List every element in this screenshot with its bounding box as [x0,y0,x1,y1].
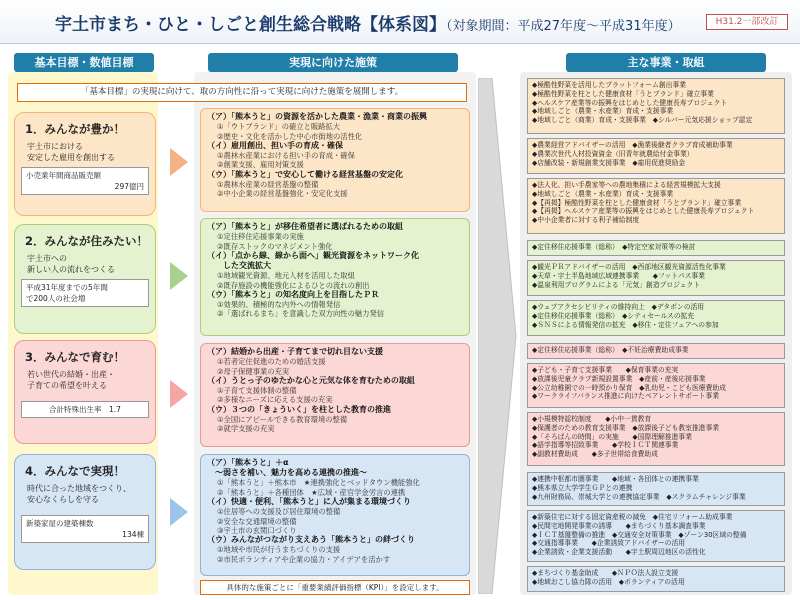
project-box-11 [527,510,785,562]
policy-item: ②創業支援、雇用対策支援 [217,160,304,170]
project-box-7 [527,343,785,359]
policy-item: ②母子保健事業の充実 [217,366,290,376]
large-arrow-right-icon [478,78,518,594]
policy-item: ②歴史・文化を活かした中心市街地の活性化 [217,131,363,141]
project-item: ◆定住移住応援事業（総称） ◆シティセールスの拡充 [532,311,695,320]
project-item: ◆交通指導事業 ◆企業誘致アドバイザーの活用 [532,539,686,548]
policy-item: ①子育て支援体制の整備 [217,386,297,395]
policy-heading: （ウ）みんながつながり支えあう「熊本うと」の絆づくり [207,535,415,545]
goal-description: 安心なくらしを守る [27,495,99,504]
project-item: ◆放課後児童クラブ新規設置事業 ◆産前・産後応援事業 [532,374,706,383]
project-item: ◆農業経営アドバイザーの活用 ◆漁業後継者クラブ育成補助事業 [532,141,733,149]
project-item: ◆ＩＣＴ基盤整備の推進 ◆交通安全対策事業 ◆ゾーン30区域の整備 [532,530,747,539]
policy-heading: （イ）「点から線、線から面へ」観光資源をネットワーク化 [207,250,419,260]
project-box-1 [527,78,785,134]
goal-title: 3．みんなで育む！ [25,350,126,364]
goal-metric [21,279,149,307]
policy-item: ①農林水産業における担い手の育成・確保 [217,151,355,160]
project-box-12 [527,566,785,592]
policy-heading: ～弱さを補い、魅力を高める連携の推進～ [207,468,367,478]
project-item: ◆「そろばんの時間」の実施 ◆国際理解推進事業 [532,432,692,441]
project-item: ◆【再掲】極酷性野菜を柱とした健康食材「うとブランド」確立事業 [532,198,742,207]
project-item: ◆観光ＰＲアドバイザーの活用 ◆西部地区観光資源活性化事業 [532,263,726,271]
project-item: ◆法人化、担い手農家等への農地集積による経営規模拡大支援 [532,181,721,189]
project-item: ◆熊本県立大学学生ＧＰとの連携 [532,483,633,492]
policy-item: ①地域や市民が行うまちづくりの支援 [217,545,341,555]
project-item: ◆子ども・子育て支援事業 ◆保育事業の充実 [532,366,679,374]
policy-item: ①「ウトブランド」の確立と販路拡大 [217,122,341,132]
project-box-2 [527,138,785,174]
goal-title: 4．みんなで実現！ [25,464,126,478]
policy-heading: （ウ）「熊本うと」で安心して働ける経営基盤の安定化 [207,169,403,179]
project-item: ◆ヘルスケア産業等の振興をはじめとした健康長寿プロジェクト [532,98,728,107]
goal-card-3 [14,340,156,444]
project-item: ◆極酷性野菜を活用したプラットフォーム創出事業 [532,81,687,89]
project-item: ◆店舗改装・新規創業支援事業 ◆雇用促進奨励金 [532,158,686,167]
goal-metric-label: 新築家屋の建築棟数 [26,519,94,528]
goal-description: 宇土市における [27,142,83,151]
goal-description: 若い世代の結婚・出産・ [27,370,115,379]
project-box-3 [527,178,785,234]
project-item: ◆小規模特認校制度 ◆小中一貫教育 [532,415,652,423]
title-bar [0,0,800,44]
arrow-right-icon [170,498,188,526]
page-title [55,10,681,35]
project-item: ◆民間宅地開発事業の誘導 ◆まちづくり基本調査事業 [532,521,706,530]
goal-description: 子育ての希望を叶える [27,381,107,390]
project-box-5 [527,260,785,296]
policy-item: ①若者定住促進のための婚活支援 [217,357,326,367]
policy-item: ②「選ばれるまち」を意識した双方向性の魅力発信 [217,309,385,319]
goal-description: 安定した雇用を創出する [27,153,115,162]
project-item: ◆公立幼稚園での一時預かり保育 ◆乳幼児・こども医療費助成 [532,383,726,392]
project-item: ◆定住移住応援事業（総称） ◆不妊治療費助成事業 [532,346,689,354]
project-item: ◆語学指導等招致事業 ◆学校ＩＣＴ関連事業 [532,441,679,450]
project-item: ◆地域おこし協力隊の活用 ◆ボランティアの活用 [532,577,685,586]
project-box-9 [527,412,785,466]
policy-heading: （ウ）「熊本うと」の知名度向上を目指したＰＲ [207,289,379,299]
project-item: ◆温泉利用プログラムによる「元気」創造プロジェクト [532,280,701,289]
project-item: ◆地域しごと（農業・水産業）育成・支援事業 [532,107,674,116]
arrow-right-icon [170,380,188,408]
policy-item: ②中小企業の経営基盤強化・安定化支援 [217,189,348,199]
title-main: 宇土市まち・ひと・しごと創生総合戦略【体系図】 [55,15,446,35]
policy-item: ②「熊本うと」＋各種団体 ★広域・産官学金労言の連携 [217,487,406,497]
goal-title: 2．みんなが住みたい！ [25,234,149,248]
policy-heading: （ウ）３つの「きょういく」を柱とした教育の推進 [207,404,391,414]
goal-card-1 [14,112,156,216]
policy-box-2 [200,218,470,336]
project-item: ◆まちづくり基金助成 ◆ＮＰＯ法人設立支援 [532,569,679,577]
intro-banner: 「基本目標」の実現に向けて、取の方向性に沿って実現に向けた施策を展開します。 [17,83,467,102]
project-item: ◆ワークライフバランス推進に向けたペアレントサポート事業 [532,392,720,401]
policy-heading: （ア）「熊本うと」の資源を活かした農業・漁業・商業の振興 [207,112,427,121]
goal-metric-label: 平成31年度までの5年間 [26,283,108,292]
arrow-right-icon [170,262,188,290]
goal-metric-label: で200人の社会増 [26,294,86,303]
project-item: ◆企業誘致・企業支援活動 ◆宇土駅周辺地区の活性化 [532,548,706,557]
project-item: ◆地域しごと（商業）育成・支援事業 ◆シルバー元気応援ショップ認定 [532,116,753,125]
project-box-6 [527,300,785,336]
policy-item: ①住居等への支援及び居住環境の整備 [217,507,341,517]
project-item: ◆副教材費助成 ◆多子世帯給食費助成 [532,450,659,459]
project-item: ◆【再掲】ヘルスケア産業等の振興をはじめとした健康長寿プロジェクト [532,207,755,216]
kpi-note: 具体的な施策ごとに「重要業績評価指標（KPI）」を設定します。 [200,580,470,595]
policy-item: ②安全な交通環境の整備 [217,516,297,526]
title-period: （対象期間：平成27年度～平成31年度） [446,19,681,34]
policy-item: ①「熊本うと」＋熊本市 ★連携強化とベッドタウン機能強化 [217,478,420,488]
project-item: ◆新築住宅に対する固定資産税の減免 ◆住宅リフォーム助成事業 [532,513,733,521]
policy-heading: （イ）快適・便利、「熊本うと」に人が集まる環境づくり [207,497,411,506]
policy-item: ①全国にアピールできる教育環境の整備 [217,414,348,424]
goal-metric-value: 297億円 [114,182,144,191]
policy-item: ②多様なニーズに応える支援の充実 [217,395,333,405]
policy-box-3 [200,343,470,447]
goal-description: 新しい人の流れをつくる [27,265,115,274]
project-item: ◆農業次世代人材投資資金（旧青年就農給付金事業） [532,149,694,158]
project-box-8 [527,363,785,408]
goals-column-header: 基本目標・数値目標 [14,53,154,72]
policy-item: ②既存ストックのマネジメント強化 [217,241,333,251]
project-item: ◆保護者のための教育支援事業 ◆放課後子ども教室推進事業 [532,423,720,432]
projects-column-header: 主な事業・取組 [566,53,766,72]
goal-metric-label: 小売業年間商品販売額 [26,171,101,180]
goal-description: 時代に合った地域をつくり、 [27,484,131,493]
policy-heading: （ア）結婚から出産・子育てまで切れ目ない支援 [207,347,383,356]
policy-heading: （ア）「熊本うと」＋α [207,458,289,467]
goal-description: 宇土市への [27,254,67,263]
policy-heading: （イ）雇用創出、担い手の育成・確保 [207,140,343,150]
project-item: ◆中小企業者に対する利子補給制度 [532,216,640,225]
project-item: ◆九州財務局、崇城大学との連携協定事業 ◆スクラムチャレンジ事業 [532,492,746,501]
policy-heading: （イ）うとっ子のゆたかな心と元気な体を育むための取組 [207,375,415,385]
policy-item: ③宇土市の玄関口づくり [217,525,297,535]
goal-metric-value: 134棟 [122,530,144,539]
project-item: ◆連携中枢都市圏事業 ◆地域・各団体との連携事業 [532,475,699,483]
goal-title: 1．みんなが豊か！ [25,122,126,136]
policy-item: ①農林水産業の経営基盤の整備 [217,179,319,189]
policy-item: ②就学支援の充実 [217,424,275,434]
goal-metric [21,167,149,195]
project-item: ◆極酷性野菜を柱とした健康食材「うとブランド」確立事業 [532,89,714,98]
project-item: ◆ウェブアクセシビリティの維持向上 ◆デタポンの活用 [532,303,705,311]
goal-card-4 [14,454,156,570]
policy-item: ②市民ボランティアや企業の協力・アイデアを活かす [217,554,391,564]
goal-card-2 [14,224,156,334]
project-box-10 [527,472,785,506]
project-item: ◆地域しごと（農業・水産業）育成・支援事業 [532,189,674,198]
goal-metric [21,401,149,418]
policy-heading: （ア）「熊本うと」が移住希望者に選ばれるための取組 [207,222,403,231]
revision-badge: H31.2一部改訂 [706,14,788,30]
policy-item: ①定住移住応援事業の実施 [217,232,304,242]
policy-item: ①効果的、積極的な内外への情報発信 [217,300,341,309]
goal-metric-label: 合計特殊出生率 1.7 [49,405,121,414]
goal-metric [21,515,149,543]
project-item: ◆天草・宇土半島地域広域連携事業 ◆フットパス事業 [532,271,705,280]
policies-column-header: 実現に向けた施策 [208,53,458,72]
policy-item: ②既存施設の機能強化によるひとの流れの創出 [217,280,370,290]
policy-box-1 [200,108,470,212]
project-item: ◆ＳＮＳによる情報発信の拡充 ◆移住・定住フェアへの参加 [532,320,719,329]
policy-item: ①地域観光資源、地元人材を活用した取組 [217,271,355,281]
project-item: ◆定住移住応援事業（総称） ◆特定空家対策等の検討 [532,243,696,251]
project-box-4 [527,240,785,256]
policy-heading: した交流拡大 [207,261,271,270]
policy-box-4 [200,454,470,576]
arrow-right-icon [170,148,188,176]
